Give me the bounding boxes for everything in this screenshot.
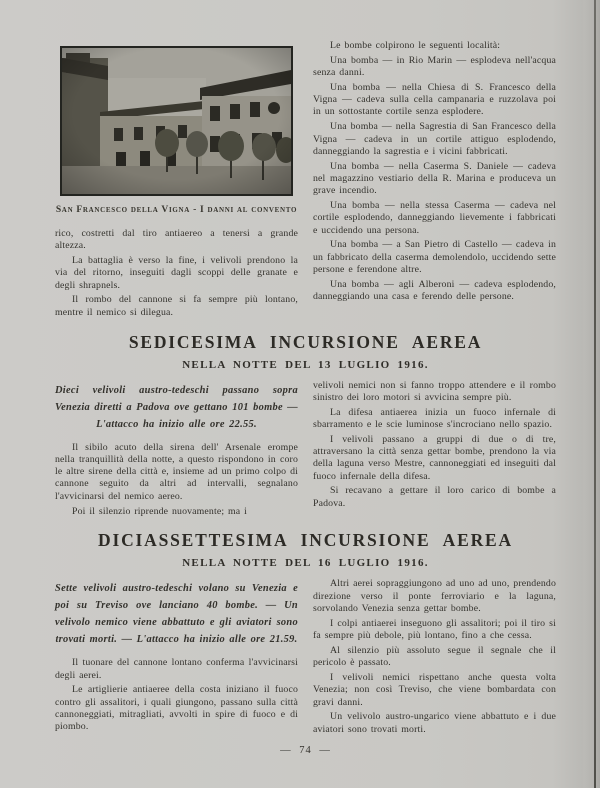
paragraph: La battaglia è verso la fine, i velivoli prendono la via del ritorno, inseguiti dagli scoppi delle granate e degli shrapnels. bbox=[55, 255, 298, 291]
section-16-right-column bbox=[313, 380, 556, 521]
paragraph: Poi il silenzio riprende nuovamente; ma i bbox=[72, 505, 247, 517]
paragraph: rico, costretti dal tiro antiaereo a tenersi a grande altezza. bbox=[55, 228, 298, 252]
section-17-heading bbox=[55, 530, 556, 569]
paragraph: Un velivolo austro-ungarico viene abbattuto e i due aviatori sono trovati morti. bbox=[313, 711, 556, 735]
paragraph: Una bomba — a San Pietro di Castello — cadeva in un fabbricato della caserma demolendolo, uccidendo sette persone e ferendone altre. bbox=[313, 239, 556, 276]
section-16-body bbox=[55, 380, 556, 521]
paragraph: Le artiglierie antiaeree della costa iniziano il fuoco contro gli assalitori, i quali giungono, passano sulla città cannoneggiati, mitragliati, avvolti in spire di fuoco e di piombo. bbox=[55, 684, 298, 733]
photo-frame bbox=[60, 46, 293, 196]
photo-caption: San Francesco della Vigna - I danni al convento bbox=[55, 205, 298, 215]
paragraph: Una bomba — nella stessa Caserma — cadeva nel cortile esplodendo, danneggiando lievemente i fabbricati e uccidendo una persona. bbox=[313, 200, 556, 236]
paragraph: Altri aerei sopraggiungono ad uno ad uno, prendendo direzione verso il ponte ferroviario e la laguna, sorvolando Venezia senza gettar bombe. bbox=[313, 578, 556, 614]
section-16-heading bbox=[55, 332, 556, 371]
section-subtitle: NELLA NOTTE DEL 16 LUGLIO 1916. bbox=[182, 557, 429, 570]
page-number: — 74 — bbox=[280, 745, 331, 757]
section-title: DICIASSETTESIMA INCURSIONE AEREA bbox=[98, 530, 513, 551]
paragraph: Una bomba — in Rio Marin — esplodeva nell'acqua senza danni. bbox=[313, 54, 556, 79]
paragraph: Il sibilo acuto della sirena dell' Arsenale erompe nella tranquillità della notte, a questo rispondono in coro le altre sirene della città e, insieme ad un primo colpo di cannone seguito da altri ad intervalli, segnalano l'avvicinarsi del nemico aereo. bbox=[55, 441, 298, 502]
convent-photo bbox=[62, 48, 291, 194]
paragraph: I velivoli passano a gruppi di due o di tre, attraversano la città senza gettar bombe, prendono la via della laguna verso Mestre, cannoneggiati ed inseguiti dal fuoco infernale della difesa. bbox=[313, 433, 556, 482]
paragraph: Al silenzio più assoluto segue il segnale che il pericolo è passato. bbox=[313, 644, 556, 669]
top-left-column bbox=[55, 40, 298, 322]
section-17-right-column bbox=[313, 578, 556, 738]
lead-paragraph: Dieci velivoli austro-tedeschi passano sopra Venezia diretti a Padova ove gettano 101 bombe — L'attacco ha inizio alle ore 22.55. bbox=[55, 384, 298, 430]
section-17-left-column bbox=[55, 578, 298, 738]
paragraph: Il rombo del cannone si fa sempre più lontano, mentre il nemico si dilegua. bbox=[55, 294, 298, 318]
section-17-body bbox=[55, 578, 556, 738]
paragraph: Si recavano a gettare il loro carico di bombe a Padova. bbox=[313, 485, 556, 509]
top-right-column bbox=[313, 40, 556, 322]
paragraph: Una bomba — agli Alberoni — cadeva esplodendo, danneggiando una casa e ferendo delle persone. bbox=[313, 278, 556, 303]
lead-paragraph: Sette velivoli austro-tedeschi volano su Venezia e poi su Treviso ove lanciano 40 bombe. — Un velivolo nemico viene abbattuto e gli aviatori sono trovati morti. — L'attacco ha inizio alle ore 21.59. bbox=[55, 583, 298, 646]
paragraph: Una bomba — nella Chiesa di S. Francesco della Vigna — cadeva sulla cella campanaria e ruzzolava poi in un sottostante cortile senza esplodere. bbox=[313, 81, 556, 118]
paragraph: Le bombe colpirono le seguenti località: bbox=[330, 40, 501, 51]
paragraph: La difesa antiaerea inizia un fuoco infernale di sbarramento e le scie luminose s'incrociano nello spazio. bbox=[313, 406, 556, 430]
section-subtitle: NELLA NOTTE DEL 13 LUGLIO 1916. bbox=[182, 358, 429, 371]
paragraph: velivoli nemici non si fanno troppo attendere e il rombo sinistro dei loro motori si avvicina sempre più. bbox=[313, 379, 556, 403]
paragraph: I velivoli nemici rispettano anche questa volta Venezia; non così Treviso, che viene bombardata con gravi danni. bbox=[313, 671, 556, 708]
paragraph: Una bomba — nella Caserma S. Daniele — cadeva nel magazzino vestiario della R. Marina e produceva un grave incendio. bbox=[313, 160, 556, 197]
section-16-left-column bbox=[55, 380, 298, 521]
section-title: SEDICESIMA INCURSIONE AEREA bbox=[128, 331, 483, 352]
paragraph: I colpi antiaerei inseguono gli assalitori; poi il tiro si fa sempre più debole, più lontano, fino a che cessa. bbox=[313, 617, 556, 642]
paragraph: Il tuonare del cannone lontano conferma l'avvicinarsi degli aerei. bbox=[55, 657, 298, 681]
top-section bbox=[55, 40, 556, 322]
paragraph: Una bomba — nella Sagrestia di San Francesco della Vigna — cadeva in un cortile attiguo esplodendo, danneggiando la sagrestia e i vicini fabbricati. bbox=[313, 121, 556, 157]
scan-edge-line bbox=[594, 0, 596, 788]
